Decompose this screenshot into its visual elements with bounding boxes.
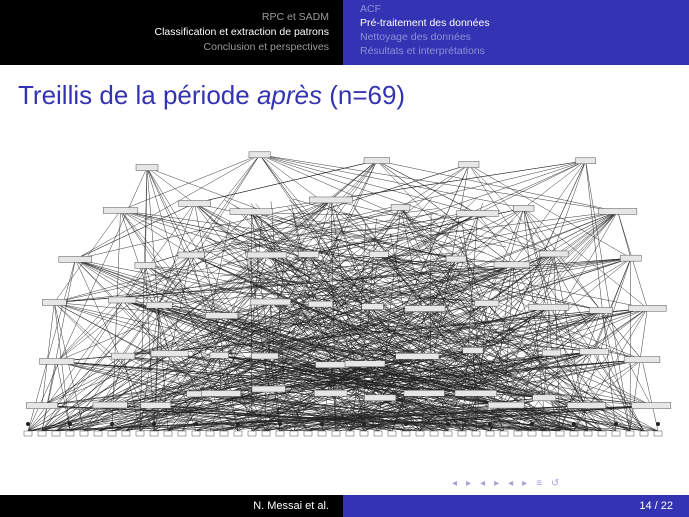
lattice-junction-dot xyxy=(488,422,492,426)
footer-page-number: 14 / 22 xyxy=(639,500,673,512)
lattice-object-node xyxy=(178,431,186,436)
lattice-node xyxy=(576,158,596,164)
lattice-object-node xyxy=(416,431,424,436)
lattice-object-node xyxy=(542,431,550,436)
lattice-object-node xyxy=(612,431,620,436)
lattice-junction-dot xyxy=(656,422,660,426)
lattice-node xyxy=(599,208,637,214)
lattice-object-node xyxy=(556,431,564,436)
lattice-object-node xyxy=(248,431,256,436)
lattice-node xyxy=(103,207,138,213)
lattice-junction-dot xyxy=(572,422,576,426)
lattice-node xyxy=(539,251,568,257)
lattice-node xyxy=(59,256,92,262)
subsection-nav xyxy=(343,0,689,65)
frame-next-icon[interactable]: ▸ xyxy=(466,478,472,489)
lattice-object-node xyxy=(318,431,326,436)
lattice-junction-dot xyxy=(320,422,324,426)
lattice-node xyxy=(446,256,466,262)
subsection-next-icon[interactable]: ▸ xyxy=(494,478,500,489)
lattice-node xyxy=(513,205,534,211)
subsection-prev-icon[interactable]: ◂ xyxy=(480,478,486,489)
lattice-node xyxy=(252,353,279,359)
lattice-junction-dot xyxy=(152,422,156,426)
lattice-node xyxy=(533,395,556,401)
lattice-object-node xyxy=(598,431,606,436)
lattice-node xyxy=(250,299,290,305)
lattice-junction-dot xyxy=(614,422,618,426)
lattice-junction-dot xyxy=(68,422,72,426)
lattice-node xyxy=(589,307,612,313)
lattice-node xyxy=(455,390,497,396)
lattice-node xyxy=(248,252,287,258)
lattice-junction-dot xyxy=(110,422,114,426)
lattice-junction-dot xyxy=(362,422,366,426)
lattice-node xyxy=(457,211,499,217)
lattice-object-node xyxy=(654,431,662,436)
lattice-object-node xyxy=(500,431,508,436)
lattice-edges xyxy=(28,155,658,431)
lattice-node xyxy=(580,349,609,355)
align-icon[interactable]: ≡ xyxy=(536,478,543,489)
lattice-object-node xyxy=(570,431,578,436)
lattice-node xyxy=(624,357,660,363)
lattice-node xyxy=(405,306,445,312)
lattice-object-node xyxy=(262,431,270,436)
lattice-node xyxy=(369,251,388,257)
lattice-object-node xyxy=(276,431,284,436)
lattice-node xyxy=(463,347,483,353)
lattice-node xyxy=(529,304,569,310)
section-nav xyxy=(0,0,343,65)
lattice-node xyxy=(201,390,240,396)
lattice-node xyxy=(151,351,188,357)
lattice-node xyxy=(475,300,499,306)
concept-lattice-figure xyxy=(20,148,680,468)
lattice-object-node xyxy=(458,431,466,436)
lattice-object-node xyxy=(108,431,116,436)
lattice-node xyxy=(364,158,390,164)
lattice-object-node xyxy=(38,431,46,436)
lattice-object-node xyxy=(66,431,74,436)
lattice-object-node xyxy=(444,431,452,436)
lattice-node xyxy=(40,358,74,364)
lattice-object-node xyxy=(52,431,60,436)
lattice-node xyxy=(391,204,410,210)
subsection-link-pretraitement[interactable]: Pré-traitement des données xyxy=(360,17,490,29)
lattice-node xyxy=(632,403,671,409)
lattice-object-node xyxy=(136,431,144,436)
lattice-junction-dot xyxy=(278,422,282,426)
lattice-node xyxy=(404,390,445,396)
lattice-object-node xyxy=(304,431,312,436)
lattice-object-node xyxy=(374,431,382,436)
lattice-node xyxy=(109,297,136,303)
lattice-object-node xyxy=(220,431,228,436)
lattice-node xyxy=(210,352,229,358)
lattice-node xyxy=(314,390,347,396)
lattice-object-node xyxy=(80,431,88,436)
section-next-icon[interactable]: ▸ xyxy=(522,478,528,489)
lattice-object-node xyxy=(584,431,592,436)
lattice-object-node xyxy=(388,431,396,436)
lattice-object-node xyxy=(24,431,32,436)
lattice-object-node xyxy=(206,431,214,436)
lattice-node xyxy=(136,165,158,171)
lattice-node xyxy=(494,262,530,268)
lattice-node xyxy=(542,350,561,356)
footer-author: N. Messai et al. xyxy=(253,500,329,512)
frame-title xyxy=(18,80,405,111)
lattice-object-node xyxy=(514,431,522,436)
lattice-object-node xyxy=(430,431,438,436)
lattice-object-node xyxy=(402,431,410,436)
lattice-junction-dot xyxy=(236,422,240,426)
section-link-classification[interactable]: Classification et extraction de patrons xyxy=(154,26,329,38)
lattice-object-node xyxy=(150,431,158,436)
lattice-node xyxy=(309,197,352,203)
lattice-object-node xyxy=(290,431,298,436)
title-suffix: (n=69) xyxy=(321,80,406,110)
lattice-object-node xyxy=(164,431,172,436)
lattice-object-node xyxy=(192,431,200,436)
lattice-node xyxy=(298,251,319,257)
subsection-link-acf[interactable]: ACF xyxy=(360,3,381,15)
lattice-object-node xyxy=(94,431,102,436)
lattice-object-node xyxy=(360,431,368,436)
lattice-junction-dot xyxy=(530,422,534,426)
lattice-node xyxy=(362,304,384,310)
search-icon[interactable]: ↺ xyxy=(551,478,560,489)
beamer-navigation xyxy=(452,478,559,489)
subsection-link-resultats[interactable]: Résultats et interprétations xyxy=(360,45,485,57)
subsection-link-nettoyage[interactable]: Nettoyage des données xyxy=(360,31,471,43)
title-emphasis: après xyxy=(256,80,322,110)
lattice-node xyxy=(141,402,171,408)
lattice-junction-dot xyxy=(194,422,198,426)
lattice-node xyxy=(230,209,273,215)
lattice-node xyxy=(252,386,285,392)
lattice-node xyxy=(488,402,524,408)
lattice-node xyxy=(112,353,135,359)
lattice-node xyxy=(620,255,641,261)
lattice-object-node xyxy=(486,431,494,436)
section-link-rpc-sadm[interactable]: RPC et SADM xyxy=(261,11,329,23)
section-link-conclusion[interactable]: Conclusion et perspectives xyxy=(203,41,329,53)
lattice-node xyxy=(93,402,127,408)
title-prefix: Treillis de la période xyxy=(18,80,257,110)
lattice-junction-dot xyxy=(446,422,450,426)
lattice-object-node xyxy=(528,431,536,436)
lattice-node xyxy=(364,395,395,401)
lattice-object-node xyxy=(626,431,634,436)
lattice-node xyxy=(396,353,439,359)
lattice-object-node xyxy=(346,431,354,436)
lattice-object-node xyxy=(332,431,340,436)
lattice-node xyxy=(316,362,349,368)
lattice-object-node xyxy=(472,431,480,436)
lattice-node xyxy=(567,402,605,408)
lattice-node xyxy=(459,162,479,168)
lattice-node xyxy=(629,305,667,311)
lattice-node xyxy=(308,301,332,307)
lattice-node xyxy=(26,403,57,409)
frame-prev-icon[interactable]: ◂ xyxy=(452,478,458,489)
lattice-node xyxy=(178,252,204,258)
lattice-object-node xyxy=(640,431,648,436)
lattice-node xyxy=(179,200,211,206)
lattice-node xyxy=(42,299,66,305)
lattice-node xyxy=(345,361,385,367)
lattice-junction-dot xyxy=(404,422,408,426)
lattice-object-node xyxy=(122,431,130,436)
section-prev-icon[interactable]: ◂ xyxy=(508,478,514,489)
lattice-node xyxy=(135,262,156,268)
lattice-node xyxy=(205,313,237,319)
lattice-node xyxy=(249,152,270,158)
lattice-object-node xyxy=(234,431,242,436)
lattice-node xyxy=(146,302,172,308)
header xyxy=(0,0,689,65)
lattice-junction-dot xyxy=(26,422,30,426)
footer xyxy=(0,495,689,517)
